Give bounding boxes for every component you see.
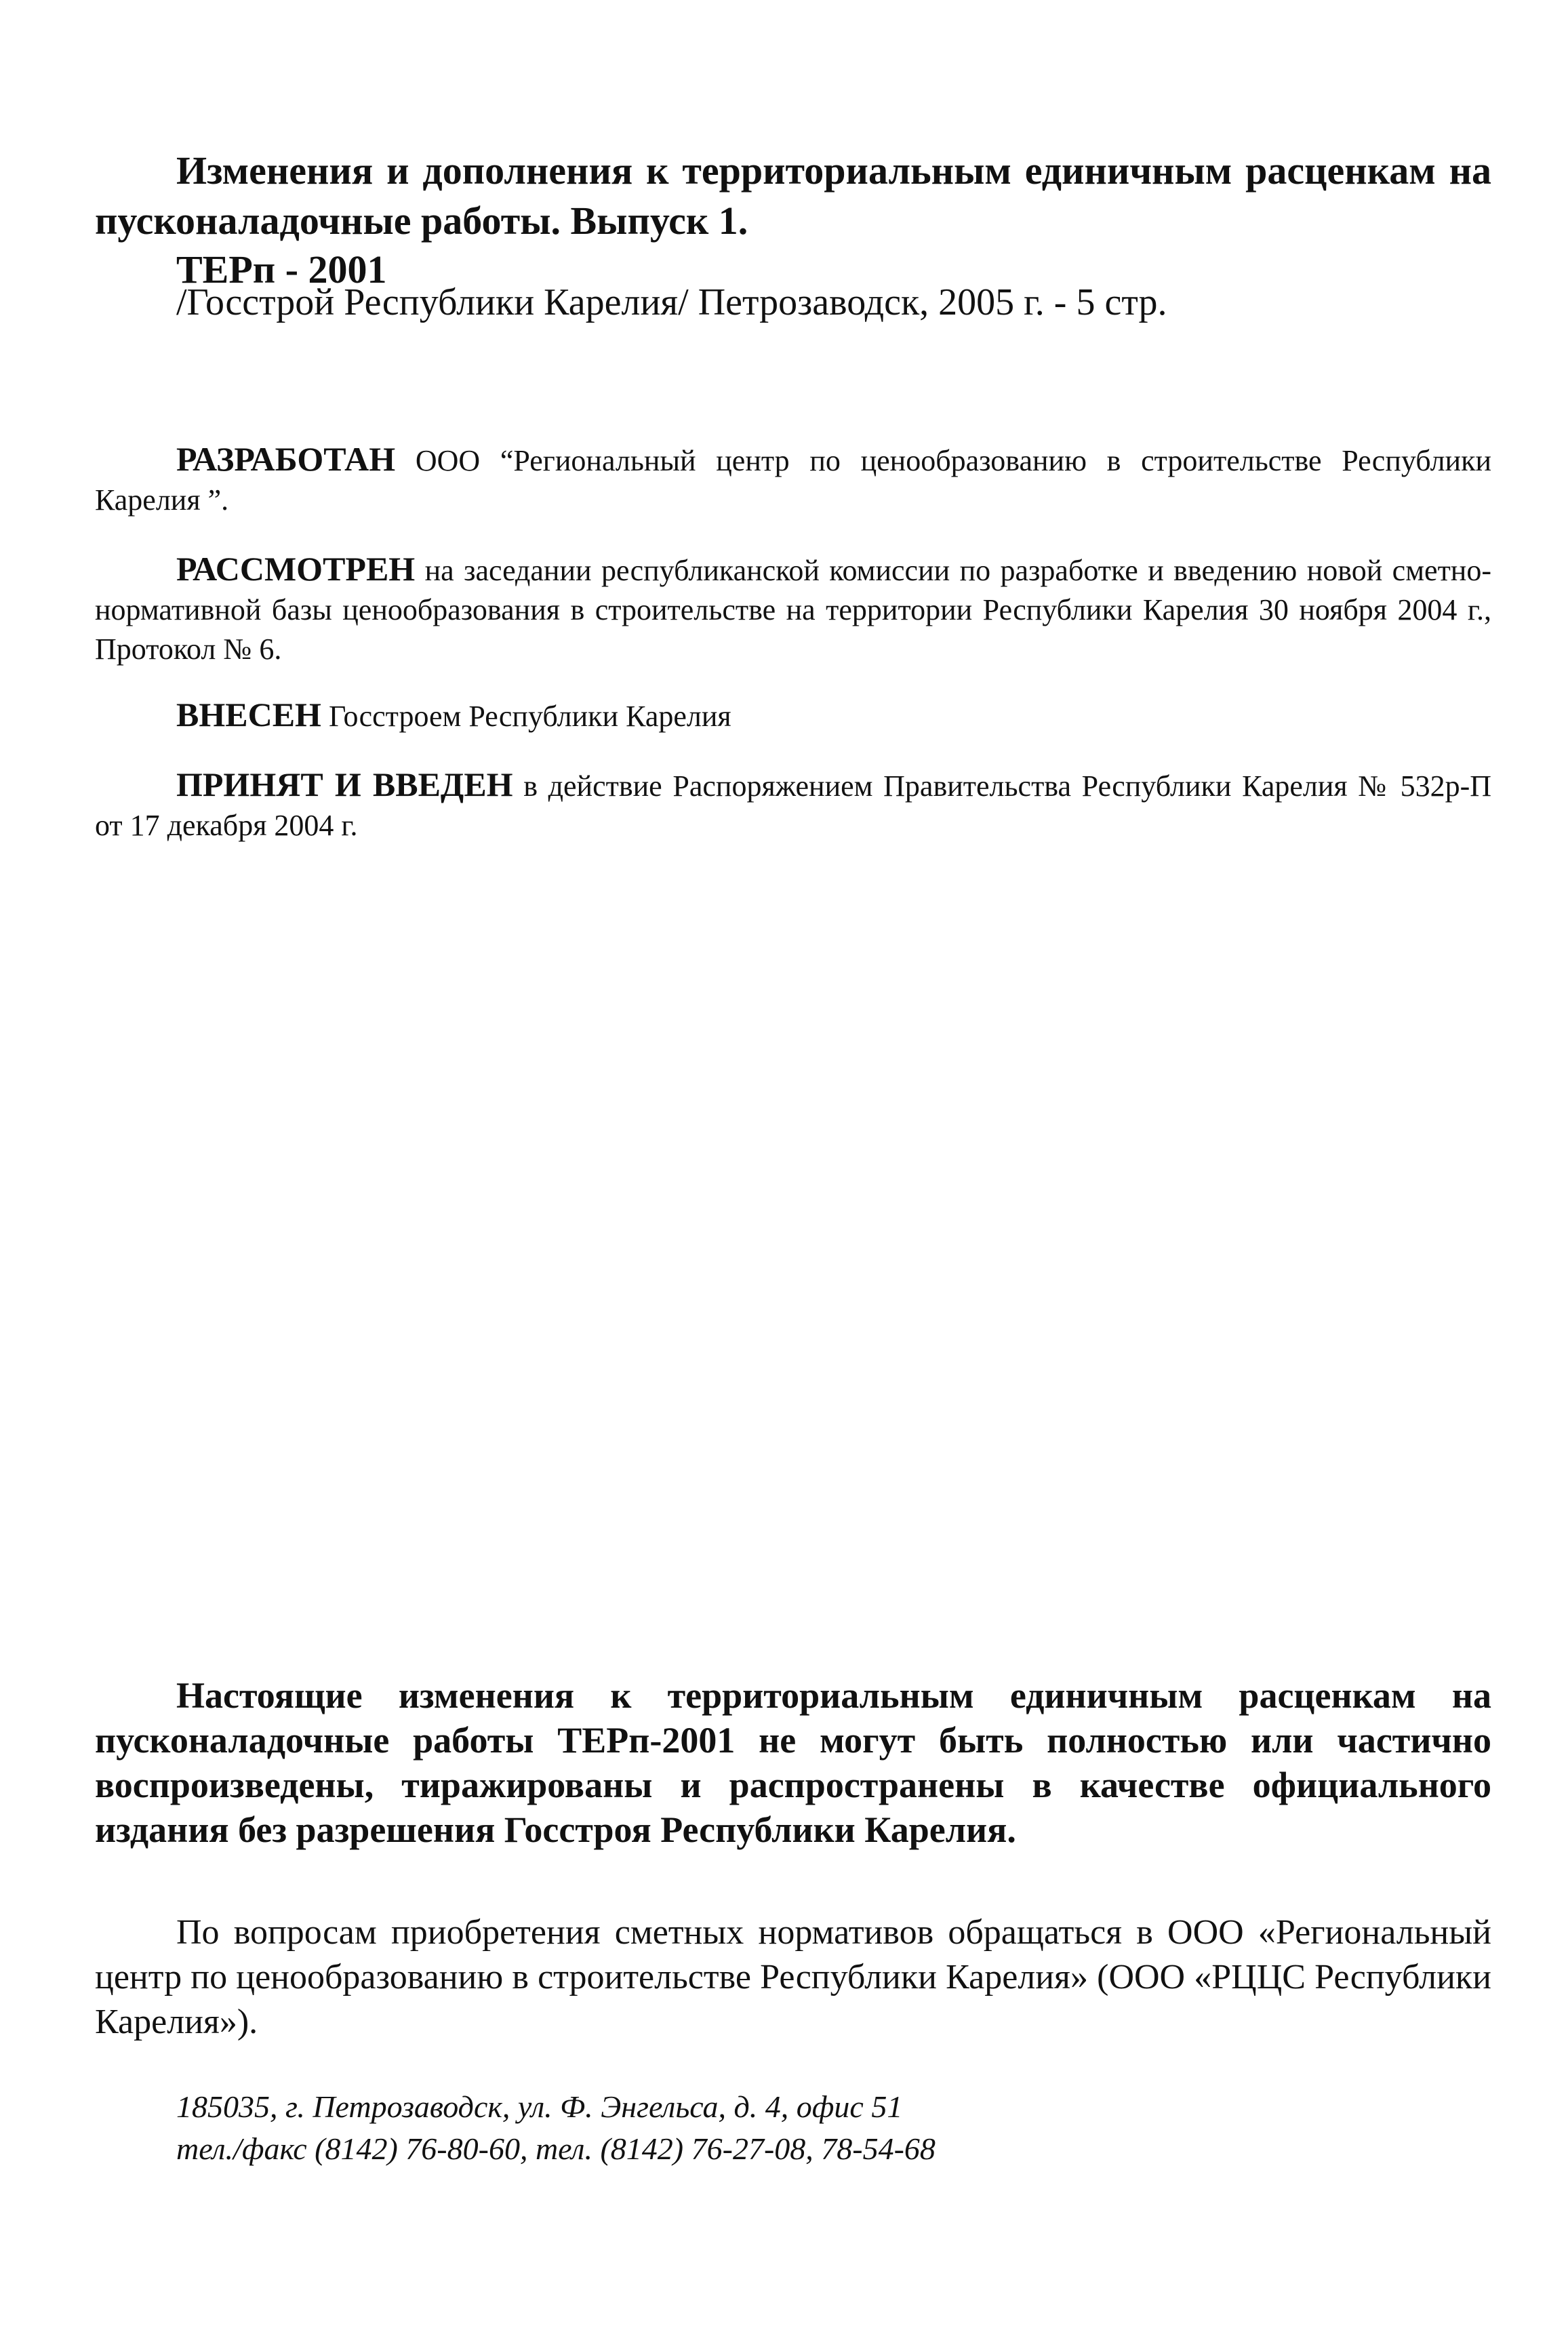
- submitted-paragraph: [95, 695, 1491, 736]
- document-code: ТЕРп - 2001: [176, 247, 387, 292]
- accepted-text: в действие Распоряжением Правительства Республики Карелия № 532р-П от 17 декабря 2004 г.: [95, 769, 1491, 842]
- submitted-label: ВНЕСЕН: [176, 696, 321, 734]
- address-block: [176, 2086, 936, 2170]
- reviewed-paragraph: [95, 549, 1491, 669]
- accepted-paragraph: [95, 765, 1491, 845]
- copyright-notice: Настоящие изменения к территориальным единичным расценкам на пусконаладочные работы ТЕРп-2001 не могут быть полностью или частично воспроизведены, тиражированы и распространены в качестве официального издания без разрешения Госстроя Республики Карелия.: [95, 1675, 1491, 1850]
- publication-info: /Госстрой Республики Карелия/ Петрозаводск, 2005 г. - 5 стр.: [176, 281, 1167, 323]
- accepted-label: ПРИНЯТ И ВВЕДЕН: [176, 765, 513, 803]
- developed-text: ООО “Региональный центр по ценообразованию в строительстве Республики Карелия ”.: [95, 444, 1491, 517]
- document-title: Изменения и дополнения к территориальным единичным расценкам на пусконаладочные работы. Выпуск 1.: [95, 148, 1491, 243]
- submitted-text: Госстроем Республики Карелия: [321, 700, 731, 733]
- phone-line: тел./факс (8142) 76-80-60, тел. (8142) 76-27-08, 78-54-68: [176, 2131, 936, 2166]
- contact-paragraph: По вопросам приобретения сметных нормативов обращаться в ООО «Региональный центр по ценообразованию в строительстве Республики Карелия» (ООО «РЦЦС Республики Карелия»).: [95, 1913, 1491, 2041]
- developed-label: РАЗРАБОТАН: [176, 440, 396, 478]
- developed-paragraph: [95, 439, 1491, 520]
- reviewed-text: на заседании республиканской комиссии по разработке и введению новой сметно-нормативной базы ценообразования в строительстве на территории Республики Карелия 30 ноября 2004 г., Протокол № 6.: [95, 554, 1491, 666]
- address-line: 185035, г. Петрозаводск, ул. Ф. Энгельса, д. 4, офис 51: [176, 2089, 903, 2124]
- reviewed-label: РАССМОТРЕН: [176, 550, 416, 588]
